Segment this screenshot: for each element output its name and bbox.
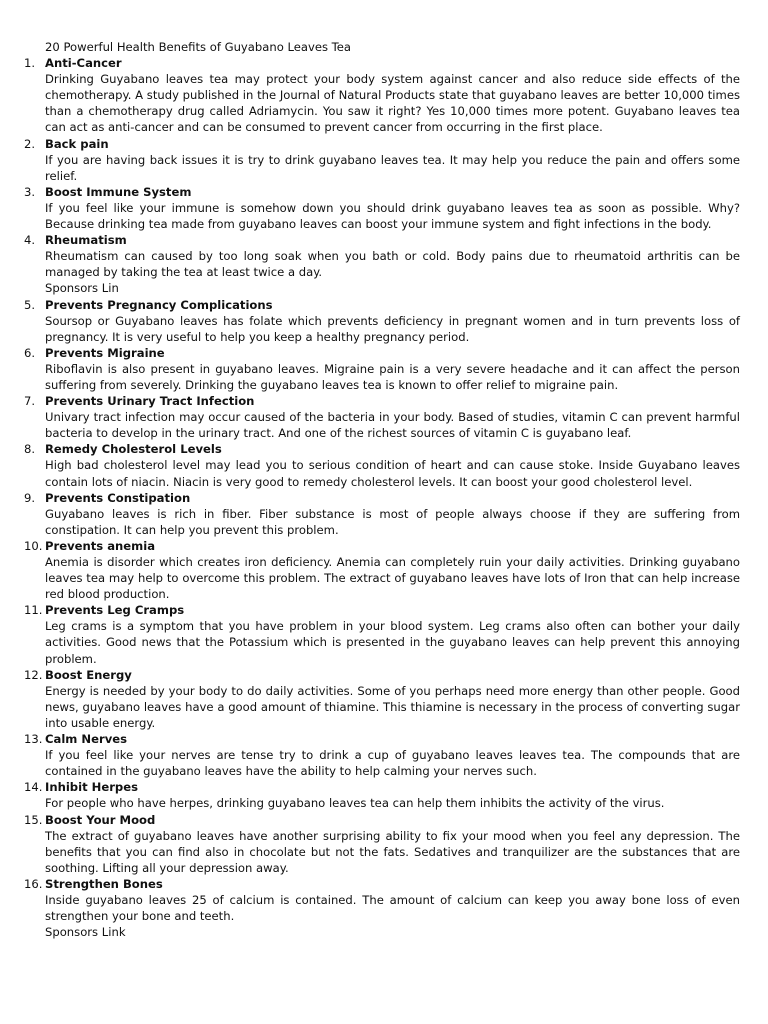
item-number: 4. [24, 233, 36, 248]
item-text: Riboflavin is also present in guyabano leaves. Migraine pain is a very severe headache and it can affect the person suffering from severely. Drinking the guyabano leaves tea is known to offer relief to migraine pain. [45, 361, 740, 392]
item-heading: Rheumatism [45, 233, 127, 248]
item-heading: Prevents Constipation [45, 490, 191, 505]
item-text: If you feel like your immune is somehow down you should drink guyabano leaves tea as soon as possible. Why? Because drinking tea made from guyabano leaves can boost your immune system and fight infections in the body. [45, 200, 740, 232]
item-number: 10. [24, 538, 43, 553]
item-text: If you are having back issues it is try to drink guyabano leaves tea. It may help you reduce the pain and offers some relief. [45, 152, 740, 183]
item-heading: Prevents Leg Cramps [45, 603, 185, 618]
benefit-item [24, 345, 740, 393]
item-body [45, 184, 740, 232]
item-number: 3. [24, 184, 36, 199]
item-heading: Prevents Pregnancy Complications [45, 297, 273, 312]
item-number: 2. [24, 136, 36, 151]
item-text: Drinking Guyabano leaves tea may protect your body system against cancer and also reduce side effects of the chemotherapy. A study published in the Journal of Natural Products state that guyabano leaves are better 10,000 times than a chemotherapy drug called Adriamycin. You saw it right? Yes 10,000 times more potent. Guyabano leaves tea can act as anti-cancer and can be consumed to prevent cancer from occurring in the first place. [45, 72, 740, 135]
item-text: Inside guyabano leaves 25 of calcium is contained. The amount of calcium can keep you away bone loss of even strengthen your bone and teeth. [45, 892, 740, 924]
item-body [45, 779, 740, 811]
item-number: 6. [24, 345, 36, 360]
benefits-list [24, 55, 740, 940]
item-body [45, 441, 740, 489]
item-heading: Prevents Migraine [45, 345, 165, 360]
item-number: 16. [24, 876, 43, 891]
benefit-item [24, 232, 740, 296]
item-number: 9. [24, 490, 36, 505]
item-heading: Calm Nerves [45, 732, 128, 747]
benefit-item [24, 184, 740, 232]
item-body [45, 667, 740, 731]
item-body [45, 876, 740, 940]
item-body [45, 345, 740, 393]
item-heading: Inhibit Herpes [45, 780, 138, 795]
sponsor-link-text: Sponsors Link [45, 925, 126, 940]
item-text: Leg crams is a symptom that you have problem in your blood system. Leg crams also often can bother your daily activities. Good news that the Potassium which is presented in the guyabano leaves can help prevent this annoying problem. [45, 619, 740, 666]
item-body [45, 731, 740, 779]
item-body [45, 297, 740, 345]
benefit-item [24, 55, 740, 135]
benefit-item [24, 667, 740, 731]
item-text: Rheumatism can caused by too long soak when you bath or cold. Body pains due to rheumatoid arthritis can be managed by taking the tea at least twice a day. [45, 249, 740, 280]
item-number: 1. [24, 56, 36, 71]
benefit-item [24, 297, 740, 345]
item-body [45, 136, 740, 184]
item-body [45, 490, 740, 538]
item-heading: Anti-Cancer [45, 56, 122, 71]
item-text: Anemia is disorder which creates iron deficiency. Anemia can completely ruin your daily activities. Drinking guyabano leaves tea may help to overcome this problem. The extract of guyabano leaves have lots of Iron that can help increase red blood production. [45, 555, 740, 602]
item-text: Univary tract infection may occur caused of the bacteria in your body. Based of studies, vitamin C can prevent harmful bacteria to develop in the urinary tract. And one of the richest sources of vitamin C is guyabano leaf. [45, 410, 740, 441]
item-heading: Boost Your Mood [45, 812, 156, 827]
item-number: 13. [24, 732, 43, 747]
benefit-item [24, 393, 740, 441]
item-number: 12. [24, 667, 43, 682]
item-text: Guyabano leaves is rich in fiber. Fiber substance is most of people always choose if they are suffering from constipation. It can help you prevent this problem. [45, 506, 740, 537]
item-number: 14. [24, 780, 43, 795]
item-body [45, 393, 740, 441]
benefit-item [24, 876, 740, 940]
benefit-item [24, 731, 740, 779]
benefit-item [24, 136, 740, 184]
item-body [45, 55, 740, 135]
item-number: 15. [24, 812, 43, 827]
item-text: The extract of guyabano leaves have another surprising ability to fix your mood when you feel any depression. The benefits that you can find also in chocolate but not the fats. Sedatives and tranquilizer are the substances that are soothing. Lifting all your depression away. [45, 828, 740, 875]
item-number: 7. [24, 394, 36, 409]
benefit-item [24, 538, 740, 602]
sponsor-link-text: Sponsors Lin [45, 281, 119, 296]
item-body [45, 602, 740, 666]
benefit-item [24, 812, 740, 876]
item-heading: Back pain [45, 136, 109, 151]
benefit-item [24, 602, 740, 666]
item-text: Energy is needed by your body to do daily activities. Some of you perhaps need more energy than other people. Good news, guyabano leaves have a good amount of thiamine. This thiamine is necessary in the process of converting sugar into usable energy. [45, 683, 740, 730]
item-heading: Remedy Cholesterol Levels [45, 442, 222, 457]
item-text: High bad cholesterol level may lead you to serious condition of heart and can cause stoke. Inside Guyabano leaves contain lots of niacin. Niacin is very good to remedy cholesterol levels. It can boost your good cholesterol level. [45, 458, 740, 489]
item-heading: Strengthen Bones [45, 876, 163, 891]
item-number: 8. [24, 442, 36, 457]
item-body [45, 538, 740, 602]
item-number: 5. [24, 297, 36, 312]
item-text: Soursop or Guyabano leaves has folate which prevents deficiency in pregnant women and in turn prevents loss of pregnancy. It is very useful to help you keep a healthy pregnancy period. [45, 313, 740, 344]
item-text: For people who have herpes, drinking guyabano leaves tea can help them inhibits the activity of the virus. [45, 796, 665, 811]
item-body [45, 232, 740, 296]
item-heading: Boost Immune System [45, 184, 192, 199]
benefit-item [24, 441, 740, 489]
item-body [45, 812, 740, 876]
item-heading: Prevents Urinary Tract Infection [45, 394, 255, 409]
item-heading: Prevents anemia [45, 538, 156, 553]
item-heading: Boost Energy [45, 667, 132, 682]
document-title: 20 Powerful Health Benefits of Guyabano Leaves Tea [45, 40, 352, 54]
item-number: 11. [24, 603, 43, 618]
benefit-item [24, 490, 740, 538]
benefit-item [24, 779, 740, 811]
item-text: If you feel like your nerves are tense try to drink a cup of guyabano leaves leaves tea. The compounds that are contained in the guyabano leaves have the ability to help calming your nerves such. [45, 748, 740, 779]
